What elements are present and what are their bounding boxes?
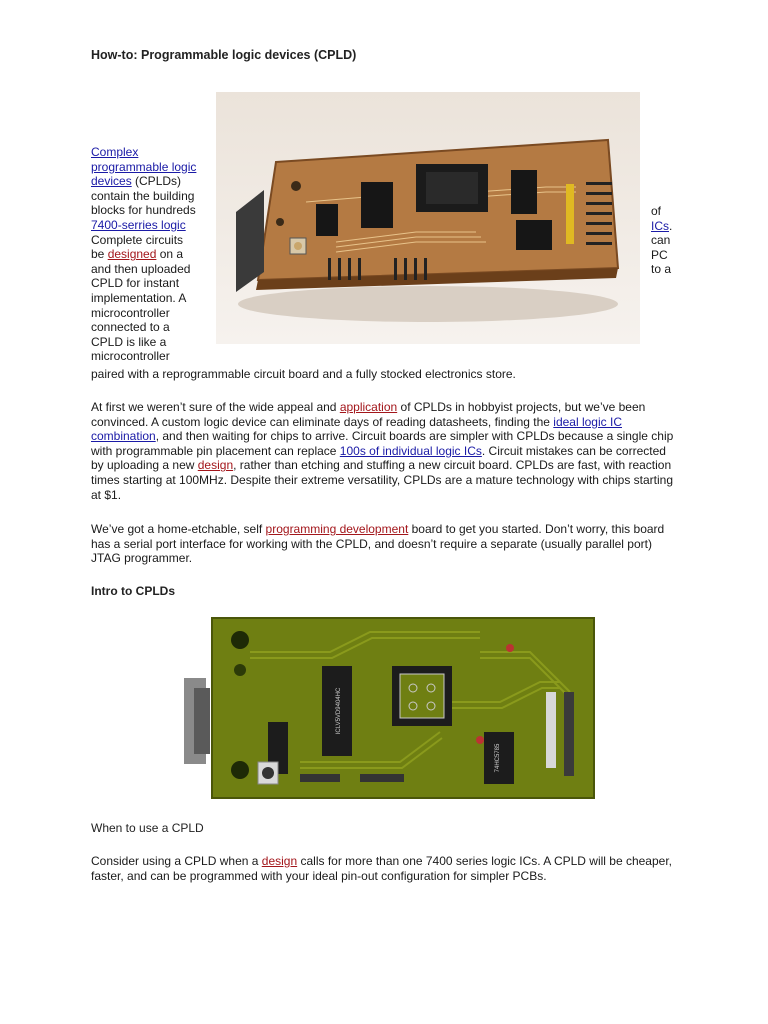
intro-right-fragments [651,204,691,277]
link-complex[interactable]: Complex [91,145,139,159]
link-programming-development[interactable]: programming development [265,522,409,536]
link-design-2[interactable]: design [261,854,298,868]
text-segment: calls for more than one 7400 series logic ICs. A CPLD will be cheaper, faster, and can be programmed with your ideal pin-out configuration for simpler PCBs. [91,854,672,883]
text-line: PC [651,247,668,262]
text-segment: , and then waiting for chips to arrive. Circuit boards are simpler with CPLDs because a single chip with programmable pin placement can replace [91,429,674,458]
text-line: connected to a [91,320,170,335]
text-segment: (CPLDs) [131,174,182,189]
text-line [91,174,211,189]
text-segment: . Circuit mistakes can be corrected by uploading a new [91,443,666,473]
text-segment: At first we weren’t sure of the wide appeal and [91,400,340,414]
text-line [91,145,211,160]
pcb-render-image [180,612,600,802]
text-line: to a [651,262,672,277]
text-segment: . [669,218,673,233]
text-line [91,247,211,262]
text-segment: , rather than etching and stuffing a new circuit board. CPLDs are fast, with reaction times starting at 100MHz. Despite their extreme versatility, CPLDs are a mature technology with chips starting at $1. [91,458,674,502]
text-line: CPLD is like a [91,334,167,349]
text-line: blocks for hundreds [91,203,196,218]
link-7400-series-logic[interactable]: 7400-serries logic [91,217,186,232]
paragraph-consider [91,854,681,883]
intro-last-line: paired with a reprogrammable circuit board and a fully stocked electronics store. [91,367,516,381]
cpld-board-photo [216,92,640,344]
page-title: How-to: Programmable logic devices (CPLD) [91,48,357,62]
link-designed[interactable]: designed [107,247,157,262]
text-segment: on a [156,247,184,262]
link-design[interactable]: design [197,458,234,473]
link-programmable-logic[interactable]: programmable logic [91,159,197,174]
section-heading-when: When to use a CPLD [91,821,204,835]
text-line: and then uploaded [91,261,191,276]
text-line [651,219,691,234]
text-line [91,218,211,233]
text-segment: be [91,247,108,262]
text-segment: board to get you started. Don’t worry, this board has a serial port interface for working with the CPLD, and doesn’t require a separate (usually parallel port) JTAG programmer. [91,522,665,566]
section-heading-intro: Intro to CPLDs [91,584,175,598]
text-segment: of CPLDs in hobbyist projects, but we’ve been convinced. A custom logic device can eliminate days of reading datasheets, finding the [91,400,646,429]
chip-label: ICLV5VD9404HC [336,687,342,735]
text-segment: Consider using a CPLD when a [91,854,262,868]
link-devices[interactable]: devices [91,174,132,189]
text-line [91,160,211,175]
link-application[interactable]: application [339,400,398,414]
paragraph-appeal [91,400,681,502]
text-line: contain the building [91,188,195,203]
text-line: implementation. A [91,290,187,305]
text-line: CPLD for instant [91,276,180,291]
link-100s-logic-ics[interactable]: 100s of individual logic ICs [339,443,482,458]
intro-left-column [91,145,211,364]
paragraph-dev-board [91,522,681,566]
text-line: microcontroller [91,305,170,320]
text-line: of [651,204,662,218]
text-segment: We’ve got a home-etchable, self [91,522,266,536]
text-line: can [651,233,671,248]
link-ics[interactable]: ICs [651,218,669,233]
link-ideal-logic-ic[interactable]: ideal logic IC combination [91,414,622,444]
chip-label: 74HC5785 [495,743,501,773]
text-line: microcontroller [91,349,170,364]
text-line: Complete circuits [91,232,184,247]
